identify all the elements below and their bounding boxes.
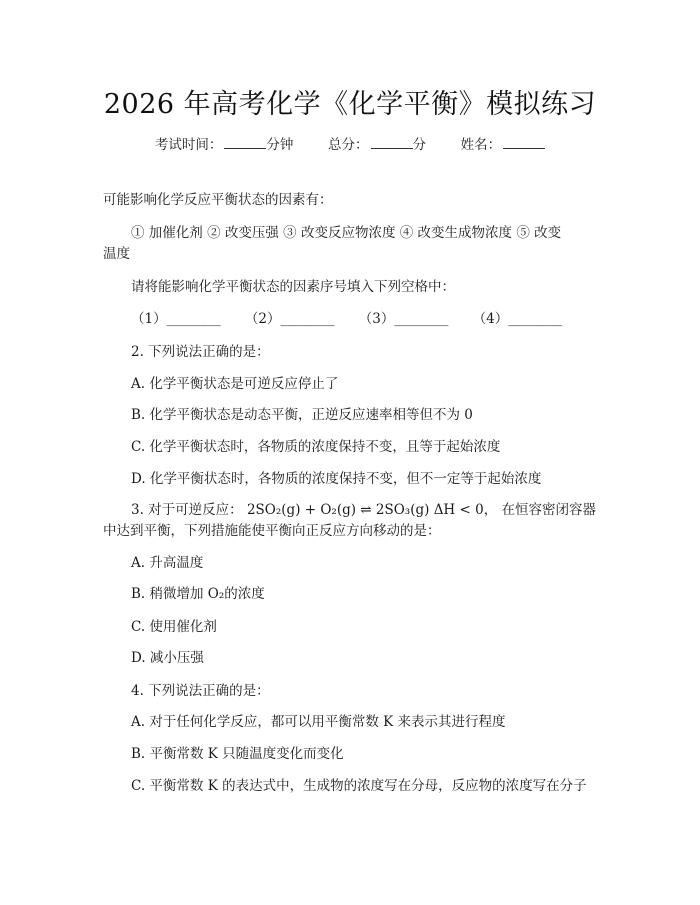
q1-blank-row xyxy=(131,309,582,329)
time-blank xyxy=(224,136,266,149)
time-unit: 分钟 xyxy=(266,137,294,153)
q4-stem: 4. 下列说法正确的是： xyxy=(131,683,270,699)
q3-option-b: B. 稍微增加 O₂的浓度 xyxy=(131,586,265,602)
q3-stem-line2: 中达到平衡，下列措施能使平衡向正反应方向移动的是： xyxy=(103,523,441,539)
q2-option-c: C. 化学平衡状态时，各物质的浓度保持不变，且等于起始浓度 xyxy=(131,439,501,455)
q1-factors-line1: ① 加催化剂 ② 改变压强 ③ 改变反应物浓度 ④ 改变生成物浓度 ⑤ 改变 xyxy=(131,225,562,241)
name-blank xyxy=(503,136,545,149)
blank-2[interactable]: （2）________ xyxy=(244,311,335,327)
q3-option-c: C. 使用催化剂 xyxy=(131,619,217,635)
q1-intro: 可能影响化学反应平衡状态的因素有： xyxy=(103,192,333,208)
time-label: 考试时间： xyxy=(154,137,223,153)
q3-option-d: D. 减小压强 xyxy=(131,650,204,666)
q4-option-b: B. 平衡常数 K 只随温度变化而变化 xyxy=(131,746,344,762)
name-label: 姓名： xyxy=(460,137,502,153)
page-title: 2026 年高考化学《化学平衡》模拟练习 xyxy=(103,89,597,120)
q1-factors-line2: 温度 xyxy=(103,246,130,262)
score-label: 总分： xyxy=(328,137,369,153)
q3-stem-prefix: 3. 对于可逆反应： xyxy=(131,502,243,518)
blank-4[interactable]: （4）________ xyxy=(472,311,563,327)
q2-stem: 2. 下列说法正确的是： xyxy=(131,344,270,360)
q4-option-a: A. 对于任何化学反应，都可以用平衡常数 K 来表示其进行程度 xyxy=(131,714,506,730)
q3-stem-suffix: 在恒容密闭容器 xyxy=(501,502,596,518)
score-blank xyxy=(371,136,413,149)
q3-option-a: A. 升高温度 xyxy=(131,555,204,571)
blank-1[interactable]: （1）________ xyxy=(131,311,221,327)
q2-option-d: D. 化学平衡状态时，各物质的浓度保持不变，但不一定等于起始浓度 xyxy=(131,471,542,487)
q1-instruction: 请将能影响化学平衡状态的因素序号填入下列空格中： xyxy=(131,279,455,295)
q3-stem-line1 xyxy=(131,500,596,520)
q4-option-c: C. 平衡常数 K 的表达式中，生成物的浓度写在分母，反应物的浓度写在分子 xyxy=(131,778,587,794)
exam-meta xyxy=(0,133,700,153)
q2-option-a: A. 化学平衡状态是可逆反应停止了 xyxy=(131,376,339,392)
score-unit: 分 xyxy=(412,137,426,153)
q3-equation: 2SO₂(g) + O₂(g) ⇌ 2SO₃(g) ΔH < 0， xyxy=(246,502,498,518)
q2-option-b: B. 化学平衡状态是动态平衡，正逆反应速率相等但不为 0 xyxy=(131,407,473,423)
blank-3[interactable]: （3）________ xyxy=(358,311,449,327)
